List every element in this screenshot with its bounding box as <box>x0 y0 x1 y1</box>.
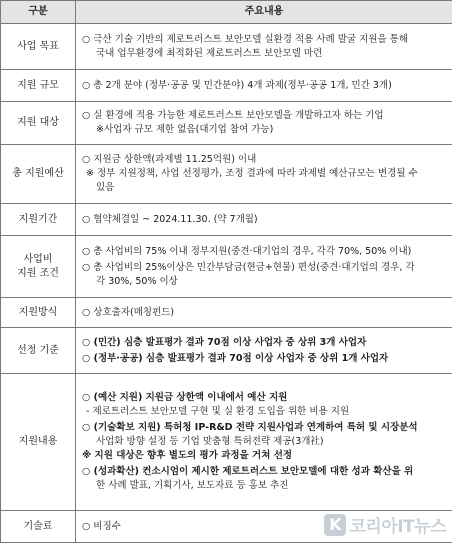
row-content <box>76 102 452 145</box>
content-line: ○ 총 사업비의 25%이상은 민간부담금(현금+현물) 편성(중견·대기업의 경우, 각 <box>82 261 415 273</box>
row-label: 지원 대상 <box>1 102 76 145</box>
row-content <box>76 204 452 236</box>
content-line: ※ 지원 대상은 향후 별도의 평가 과정을 거쳐 선정 <box>82 450 293 461</box>
table-row <box>1 70 452 102</box>
table-row <box>1 328 452 374</box>
content-line: ○ 총 2개 분야 (정부·공공 및 민간분야) 4개 과제(정부·공공 1개, 민간 3개) <box>82 79 392 91</box>
row-label: 지원기간 <box>1 204 76 236</box>
table-row <box>1 374 452 511</box>
content-line: ○ (성과확산) 컨소시엄이 제시한 제로트러스트 보안모델에 대한 성과 확산을 위 <box>82 466 414 477</box>
content-line: ○ (정부·공공) 심층 발표평가 결과 70점 이상 사업자 중 상위 1개 사업자 <box>82 352 389 364</box>
row-label: 지원방식 <box>1 298 76 328</box>
table-row <box>1 298 452 328</box>
content-line: ○ 총 사업비의 75% 이내 정부지원(중견·대기업의 경우, 각각 70%, 50% 이내) <box>82 245 412 257</box>
content-line: ○ (예산 지원) 지원금 상한액 이내에서 예산 지원 <box>82 392 288 403</box>
table-row <box>1 236 452 298</box>
row-label: 지원내용 <box>1 374 76 511</box>
table-header-row <box>1 1 452 24</box>
header-category: 구분 <box>1 1 76 24</box>
watermark-text: 코리아IT뉴스 <box>349 517 446 537</box>
content-line: 각 30%, 50% 이상 <box>96 275 178 287</box>
table-row <box>1 145 452 204</box>
watermark-logo-icon: K <box>324 514 346 536</box>
row-label: 사업 목표 <box>1 24 76 70</box>
row-content <box>76 70 452 102</box>
content-line: ○ (기술확보 지원) 특허청 IP-R&D 전략 지원사업과 연계하여 특허 및 시장분석 <box>82 422 418 433</box>
content-line: 있음 <box>96 182 115 193</box>
row-content <box>76 145 452 204</box>
content-line: ○ 협약체결일 ~ 2024.11.30. (약 7개월) <box>82 213 258 225</box>
row-label: 선정 기준 <box>1 328 76 374</box>
row-label: 기술료 <box>1 511 76 543</box>
content-line: - 제로트러스트 보안모델 구현 및 실 환경 도입을 위한 비용 지원 <box>86 406 350 417</box>
content-line: ○ (민간) 심층 발표평가 결과 70점 이상 사업자 중 상위 3개 사업자 <box>82 336 367 348</box>
table-row <box>1 102 452 145</box>
row-content <box>76 24 452 70</box>
content-line: ○ 비징수 <box>82 520 121 532</box>
content-line: ○ 실 환경에 적용 가능한 제로트러스트 보안모델을 개발하고자 하는 기업 <box>82 110 384 121</box>
content-line: ※ 정부 지원정책, 사업 선정평가, 조정 결과에 따라 과제별 예산규모는 변경될 수 <box>86 168 418 179</box>
row-content <box>76 374 452 511</box>
content-line: ○ 지원금 상한액(과제별 11.25억원) 이내 <box>82 154 257 165</box>
content-line: ○ 상호출자(매칭펀드) <box>82 306 175 318</box>
content-line: ※사업자 규모 제한 없음(대기업 참여 가능) <box>96 124 274 135</box>
row-label: 총 지원예산 <box>1 145 76 204</box>
row-label: 지원 규모 <box>1 70 76 102</box>
table-row <box>1 204 452 236</box>
row-content <box>76 328 452 374</box>
row-content <box>76 298 452 328</box>
header-main-content: 주요내용 <box>76 1 452 24</box>
content-line: 국내 업무환경에 최적화된 제로트러스트 보안모델 마련 <box>96 47 323 59</box>
content-line: 한 사례 발표, 기획기사, 보도자료 등 홍보 추진 <box>96 480 289 491</box>
table-row <box>1 24 452 70</box>
row-label: 사업비 지원 조건 <box>1 236 76 298</box>
watermark <box>324 512 446 537</box>
content-line: 사업화 방향 설정 등 기업 맞춤형 특허전략 제공(3개社) <box>96 436 324 447</box>
row-content <box>76 236 452 298</box>
content-line: ○ 극산 기술 기반의 제로트러스트 보안모델 실환경 적용 사례 발굴 지원을 통해 <box>82 33 408 45</box>
